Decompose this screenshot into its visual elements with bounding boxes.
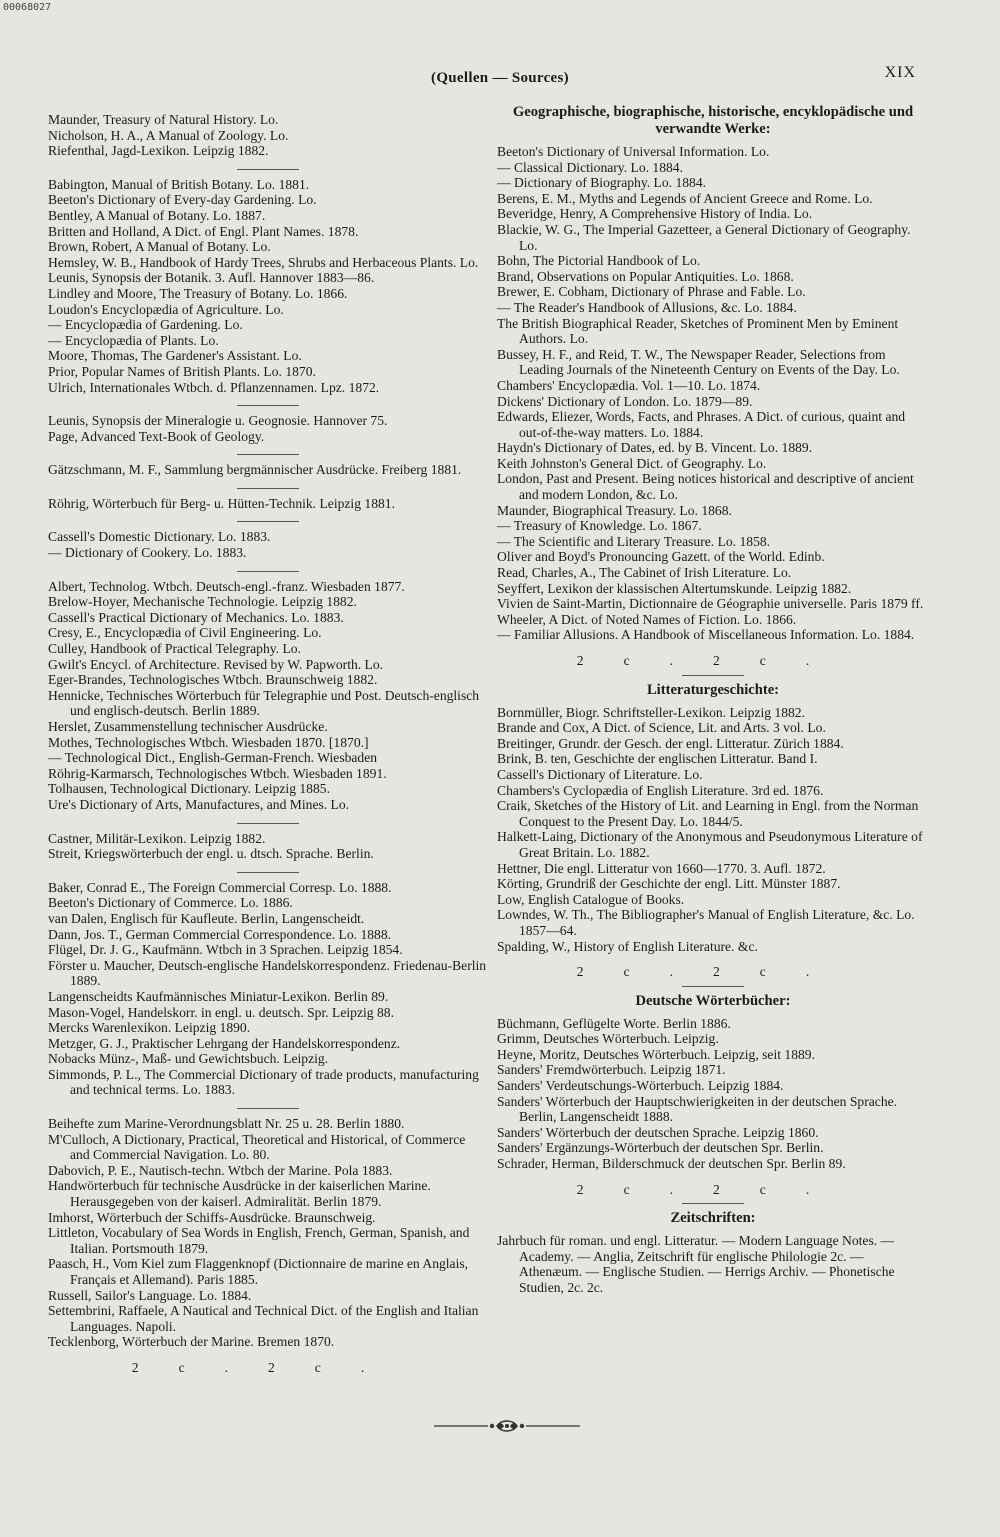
bibliography-entry: Baker, Conrad E., The Foreign Commercial Corresp. Lo. 1888. <box>48 879 392 895</box>
bibliography-entry: Mason-Vogel, Handelskorr. in engl. u. deutsch. Spr. Leipzig 88. <box>48 1004 394 1020</box>
page-id: 00068027 <box>3 2 52 13</box>
bibliography-entry: London, Past and Present. Being notices historical and descriptive of ancient and modern London, &c. Lo. <box>497 471 914 503</box>
bibliography-entry: Hennicke, Technisches Wörterbuch für Telegraphie und Post. Deutsch-englisch und englisch-deutsch. Berlin 1889. <box>48 687 480 719</box>
bibliography-entry: Gwilt's Encycl. of Architecture. Revised by W. Papworth. Lo. <box>48 656 384 672</box>
bibliography-entry: Nobacks Münz-, Maß- und Gewichtsbuch. Leipzig. <box>48 1051 329 1067</box>
bibliography-entry: Edwards, Eliezer, Words, Facts, and Phrases. A Dict. of curious, quaint and out-of-the-way matters. Lo. 1884. <box>497 409 906 440</box>
bibliography-entry: Spalding, W., History of English Literature. &c. <box>497 938 758 954</box>
bibliography-entry: Riefenthal, Jagd-Lexikon. Leipzig 1882. <box>48 143 269 159</box>
entry-group <box>48 454 488 478</box>
bibliography-entry: Flügel, Dr. J. G., Kaufmänn. Wtbch in 3 Sprachen. Leipzig 1854. <box>48 942 403 958</box>
bibliography-entry: Oliver and Boyd's Pronouncing Gazett. of the World. Edinb. <box>497 549 825 565</box>
bibliography-entry: Russell, Sailor's Language. Lo. 1884. <box>48 1287 252 1303</box>
bibliography-entry: Imhorst, Wörterbuch der Schiffs-Ausdrücke. Braunschweig. <box>48 1209 376 1225</box>
bibliography-entry: Leunis, Synopsis der Botanik. 3. Aufl. Hannover 1883—86. <box>48 270 375 286</box>
bibliography-entry: Schrader, Herman, Bilderschmuck der deutschen Spr. Berlin 89. <box>497 1156 846 1172</box>
bibliography-entry: Sanders' Ergänzungs-Wörterbuch der deutschen Spr. Berlin. <box>497 1140 824 1156</box>
bibliography-entry: Brande and Cox, A Dict. of Science, Lit. and Arts. 3 vol. Lo. <box>497 720 826 736</box>
bibliography-entry: Prior, Popular Names of British Plants. Lo. 1870. <box>48 363 316 379</box>
entry-group <box>497 1016 929 1172</box>
bibliography-entry: Metzger, G. J., Praktischer Lehrgang der Handelskorrespondenz. <box>48 1035 401 1051</box>
bibliography-entry: — Familiar Allusions. A Handbook of Miscellaneous Information. Lo. 1884. <box>497 627 915 643</box>
bibliography-entry: Jahrbuch für roman. und engl. Litteratur. — Modern Language Notes. — Academy. — Anglia, Zeitschrift für englische Philologie 2c. — Athenæum. — Englische Studien. — Herrigs Archiv. — Phonetische Studien, 2c. 2c. <box>497 1233 895 1295</box>
bibliography-entry: Bornmüller, Biogr. Schriftsteller-Lexikon. Leipzig 1882. <box>497 704 806 720</box>
bibliography-entry: Hemsley, W. B., Handbook of Hardy Trees, Shrubs and Herbaceous Plants. Lo. <box>48 254 479 270</box>
bibliography-entry: Beihefte zum Marine-Verordnungsblatt Nr. 25 u. 28. Berlin 1880. <box>48 1116 405 1132</box>
etc-text: 2c. <box>576 1181 713 1197</box>
entry-group <box>497 144 929 643</box>
bibliography-entry: Read, Charles, A., The Cabinet of Irish Literature. Lo. <box>497 565 792 581</box>
bibliography-entry: Bentley, A Manual of Botany. Lo. 1887. <box>48 207 266 223</box>
bibliography-entry: — Technological Dict., English-German-French. Wiesbaden <box>48 750 378 766</box>
etc-text: 2c. <box>713 1181 850 1197</box>
bibliography-entry: Röhrig-Karmarsch, Technologisches Wtbch. Wiesbaden 1891. <box>48 765 387 781</box>
bibliography-entry: Vivien de Saint-Martin, Dictionnaire de Géographie universelle. Paris 1879 ff. <box>497 596 924 612</box>
bibliography-entry: Beeton's Dictionary of Commerce. Lo. 1886. <box>48 895 293 911</box>
bibliography-entry: Herslet, Zusammenstellung technischer Ausdrücke. <box>48 719 328 734</box>
bibliography-entry: Handwörterbuch für technische Ausdrücke in der kaiserlichen Marine. Herausgegeben von der kaiserl. Admiralität. Berlin 1879. <box>48 1178 431 1210</box>
bibliography-entry: Langenscheidts Kaufmännisches Miniatur-Lexikon. Berlin 89. <box>48 988 389 1004</box>
bibliography-entry: Littleton, Vocabulary of Sea Words in English, French, German, Spanish, and Italian. Portsmouth 1879. <box>48 1225 470 1256</box>
bibliography-entry: Ulrich, Internationales Wtbch. d. Pflanzennamen. Lpz. 1872. <box>48 379 380 395</box>
bibliography-entry: Haydn's Dictionary of Dates, ed. by B. Vincent. Lo. 1889. <box>497 440 813 456</box>
bibliography-entry: Seyffert, Lexikon der klassischen Altertumskunde. Leipzig 1882. <box>497 580 852 596</box>
bibliography-entry: Brown, Robert, A Manual of Botany. Lo. <box>48 239 271 255</box>
bibliography-entry: Craik, Sketches of the History of Lit. and Learning in Engl. from the Norman Conquest to the Present Day. Lo. 1844/5. <box>497 798 919 829</box>
bibliography-entry: Cassell's Dictionary of Literature. Lo. <box>497 766 703 782</box>
bibliography-entry: Babington, Manual of British Botany. Lo. 1881. <box>48 176 310 192</box>
page-number: XIX <box>884 64 916 81</box>
bibliography-entry: Nicholson, H. A., A Manual of Zoology. Lo. <box>48 127 289 143</box>
bibliography-entry: van Dalen, Englisch für Kaufleute. Berlin, Langenscheidt. <box>48 910 365 926</box>
bibliography-entry: The British Biographical Reader, Sketches of Prominent Men by Eminent Authors. Lo. <box>497 315 899 347</box>
entry-group <box>48 488 488 512</box>
etc-text: 2c. <box>576 653 713 668</box>
etc-text: 2c. <box>131 1359 268 1375</box>
bibliography-entry: Ure's Dictionary of Arts, Manufactures, and Mines. Lo. <box>48 796 350 812</box>
bibliography-entry: Brewer, E. Cobham, Dictionary of Phrase and Fable. Lo. <box>497 284 806 300</box>
section-heading: Geographische, biographische, historische, encyklopädische und verwandte Werke: <box>512 104 914 137</box>
bibliography-entry: Tecklenborg, Wörterbuch der Marine. Bremen 1870. <box>48 1334 335 1350</box>
bibliography-entry: Bussey, H. F., and Reid, T. W., The Newspaper Reader, Selections from Leading Journals of the Nineteenth Century on Events of the Day. Lo. <box>497 346 900 378</box>
entry-group <box>48 823 488 862</box>
etc-mark <box>497 1182 929 1198</box>
bibliography-entry: Keith Johnston's General Dict. of Geography. Lo. <box>497 455 767 471</box>
bibliography-entry: Förster u. Maucher, Deutsch-englische Handelskorrespondenz. Friedenau-Berlin 1889. <box>48 957 487 989</box>
bibliography-entry: Sanders' Wörterbuch der Hauptschwierigkeiten in der deutschen Sprache. Berlin, Langenscheidt 1888. <box>497 1093 898 1125</box>
bibliography-entry: Röhrig, Wörterbuch für Berg- u. Hütten-Technik. Leipzig 1881. <box>48 495 395 511</box>
bibliography-entry: Chambers's Cyclopædia of English Literature. 3rd ed. 1876. <box>497 782 824 798</box>
section-heading: Litteraturgeschichte: <box>646 681 780 698</box>
etc-text: 2c. <box>713 653 850 668</box>
bibliography-entry: Settembrini, Raffaele, A Nautical and Technical Dict. of the English and Italian Languages. Napoli. <box>48 1303 479 1334</box>
bibliography-entry: Paasch, H., Vom Kiel zum Flaggenknopf (Dictionnaire de marine en Anglais, Français et Allemand). Paris 1885. <box>48 1256 469 1287</box>
entry-group <box>497 1233 929 1295</box>
bibliography-entry: Halkett-Laing, Dictionary of the Anonymous and Pseudonymous Literature of Great Britain. Lo. 1882. <box>497 829 923 860</box>
bibliography-entry: Heyne, Moritz, Deutsches Wörterbuch. Leipzig, seit 1889. <box>497 1046 815 1062</box>
bibliography-entry: — Dictionary of Biography. Lo. 1884. <box>497 175 707 191</box>
etc-mark <box>48 1360 488 1376</box>
bibliography-entry: Cresy, E., Encyclopædia of Civil Engineering. Lo. <box>48 625 322 641</box>
etc-mark <box>497 964 929 980</box>
bibliography-entry: Mothes, Technologisches Wtbch. Wiesbaden 1870. [1870.] <box>48 734 369 750</box>
bibliography-entry: Simmonds, P. L., The Commercial Dictionary of trade products, manufacturing and technical terms. Lo. 1883. <box>48 1066 479 1098</box>
bibliography-entry: Mercks Warenlexikon. Leipzig 1890. <box>48 1020 251 1036</box>
entry-group <box>48 405 488 444</box>
bibliography-entry: — Dictionary of Cookery. Lo. 1883. <box>48 545 247 561</box>
entry-group <box>48 112 488 159</box>
bibliography-entry: Cassell's Practical Dictionary of Mechanics. Lo. 1883. <box>48 609 344 625</box>
ornament-divider <box>432 1418 582 1434</box>
right-column <box>497 100 929 1306</box>
entry-group <box>48 521 488 560</box>
bibliography-entry: Bohn, The Pictorial Handbook of Lo. <box>497 253 701 269</box>
bibliography-entry: — Encyclopædia of Plants. Lo. <box>48 332 219 348</box>
bibliography-entry: — Classical Dictionary. Lo. 1884. <box>497 159 683 175</box>
etc-text: 2c. <box>713 964 850 980</box>
bibliography-entry: M'Culloch, A Dictionary, Practical, Theoretical and Historical, of Commerce and Commercial Navigation. Lo. 80. <box>48 1131 466 1163</box>
bibliography-entry: Maunder, Biographical Treasury. Lo. 1868. <box>497 502 732 518</box>
bibliography-entry: Chambers' Encyclopædia. Vol. 1—10. Lo. 1874. <box>497 377 761 393</box>
bibliography-entry: Eger-Brandes, Technologisches Wtbch. Braunschweig 1882. <box>48 672 378 688</box>
bibliography-entry: Berens, E. M., Myths and Legends of Ancient Greece and Rome. Lo. <box>497 190 873 206</box>
etc-text: 2c. <box>576 964 713 980</box>
bibliography-entry: Dabovich, P. E., Nautisch-techn. Wtbch der Marine. Pola 1883. <box>48 1162 393 1178</box>
bibliography-entry: Page, Advanced Text-Book of Geology. <box>48 428 265 444</box>
bibliography-entry: Beveridge, Henry, A Comprehensive History of India. Lo. <box>497 206 813 222</box>
bibliography-entry: Culley, Handbook of Practical Telegraphy. Lo. <box>48 641 301 657</box>
bibliography-entry: Leunis, Synopsis der Mineralogie u. Geognosie. Hannover 75. <box>48 413 388 429</box>
bibliography-entry: Dann, Jos. T., German Commercial Correspondence. Lo. 1888. <box>48 926 392 942</box>
bibliography-entry: — Encyclopædia of Gardening. Lo. <box>48 317 243 333</box>
entry-group <box>48 872 488 1098</box>
bibliography-entry: Lowndes, W. Th., The Bibliographer's Manual of English Literature, &c. Lo. 1857—64. <box>497 907 915 938</box>
page-title: (Quellen — Sources) <box>431 70 569 86</box>
bibliography-entry: Albert, Technolog. Wtbch. Deutsch-engl.-franz. Wiesbaden 1877. <box>48 578 405 594</box>
section-heading: Deutsche Wörterbücher: <box>635 992 791 1009</box>
bibliography-entry: Brelow-Hoyer, Mechanische Technologie. Leipzig 1882. <box>48 594 357 610</box>
bibliography-entry: Dickens' Dictionary of London. Lo. 1879—89. <box>497 393 753 409</box>
bibliography-entry: Castner, Militär-Lexikon. Leipzig 1882. <box>48 830 266 846</box>
bibliography-entry: Brand, Observations on Popular Antiquities. Lo. 1868. <box>497 268 794 284</box>
bibliography-entry: Moore, Thomas, The Gardener's Assistant. Lo. <box>48 348 302 364</box>
entry-group <box>497 705 929 955</box>
entry-group <box>48 1108 488 1350</box>
bibliography-entry: Breitinger, Grundr. der Gesch. der engl. Litteratur. Zürich 1884. <box>497 735 844 751</box>
bibliography-entry: Streit, Kriegswörterbuch der engl. u. dtsch. Sprache. Berlin. <box>48 846 374 862</box>
bibliography-entry: Grimm, Deutsches Wörterbuch. Leipzig. <box>497 1031 719 1047</box>
bibliography-entry: Cassell's Domestic Dictionary. Lo. 1883. <box>48 529 271 545</box>
bibliography-entry: Loudon's Encyclopædia of Agriculture. Lo. <box>48 301 284 317</box>
bibliography-entry: Büchmann, Geflügelte Worte. Berlin 1886. <box>497 1015 731 1031</box>
etc-mark <box>497 653 929 669</box>
bibliography-entry: — The Reader's Handbook of Allusions, &c. Lo. 1884. <box>497 299 797 315</box>
bibliography-entry: Lindley and Moore, The Treasury of Botany. Lo. 1866. <box>48 285 348 301</box>
bibliography-entry: Britten and Holland, A Dict. of Engl. Plant Names. 1878. <box>48 223 359 239</box>
bibliography-entry: Gätzschmann, M. F., Sammlung bergmännischer Ausdrücke. Freiberg 1881. <box>48 462 462 478</box>
bibliography-entry: Low, English Catalogue of Books. <box>497 891 685 907</box>
section-divider <box>682 986 744 987</box>
bibliography-entry: Körting, Grundriß der Geschichte der engl. Litt. Münster 1887. <box>497 876 841 892</box>
entry-group <box>48 169 488 395</box>
bibliography-entry: Blackie, W. G., The Imperial Gazetteer, a General Dictionary of Geography. Lo. <box>497 221 911 253</box>
left-column <box>48 112 488 1382</box>
section-heading: Zeitschriften: <box>670 1210 756 1227</box>
bibliography-entry: Tolhausen, Technological Dictionary. Leipzig 1885. <box>48 781 330 797</box>
bibliography-entry: Sanders' Verdeutschungs-Wörterbuch. Leipzig 1884. <box>497 1078 784 1094</box>
bibliography-entry: Brink, B. ten, Geschichte der englischen Litteratur. Band I. <box>497 751 818 767</box>
section-divider <box>682 675 744 676</box>
bibliography-entry: Sanders' Fremdwörterbuch. Leipzig 1871. <box>497 1062 726 1078</box>
entry-group <box>48 571 488 813</box>
bibliography-entry: — The Scientific and Literary Treasure. Lo. 1858. <box>497 533 771 549</box>
etc-text: 2c. <box>268 1359 405 1375</box>
bibliography-entry: — Treasury of Knowledge. Lo. 1867. <box>497 518 702 534</box>
bibliography-entry: Hettner, Die engl. Litteratur von 1660—1770. 3. Aufl. 1872. <box>497 860 826 876</box>
bibliography-entry: Wheeler, A Dict. of Noted Names of Fiction. Lo. 1866. <box>497 611 797 627</box>
bibliography-entry: Maunder, Treasury of Natural History. Lo. <box>48 112 279 127</box>
bibliography-entry: Beeton's Dictionary of Every-day Gardening. Lo. <box>48 192 317 208</box>
bibliography-entry: Beeton's Dictionary of Universal Information. Lo. <box>497 144 770 159</box>
section-divider <box>682 1203 744 1204</box>
bibliography-entry: Sanders' Wörterbuch der deutschen Sprache. Leipzig 1860. <box>497 1124 819 1140</box>
